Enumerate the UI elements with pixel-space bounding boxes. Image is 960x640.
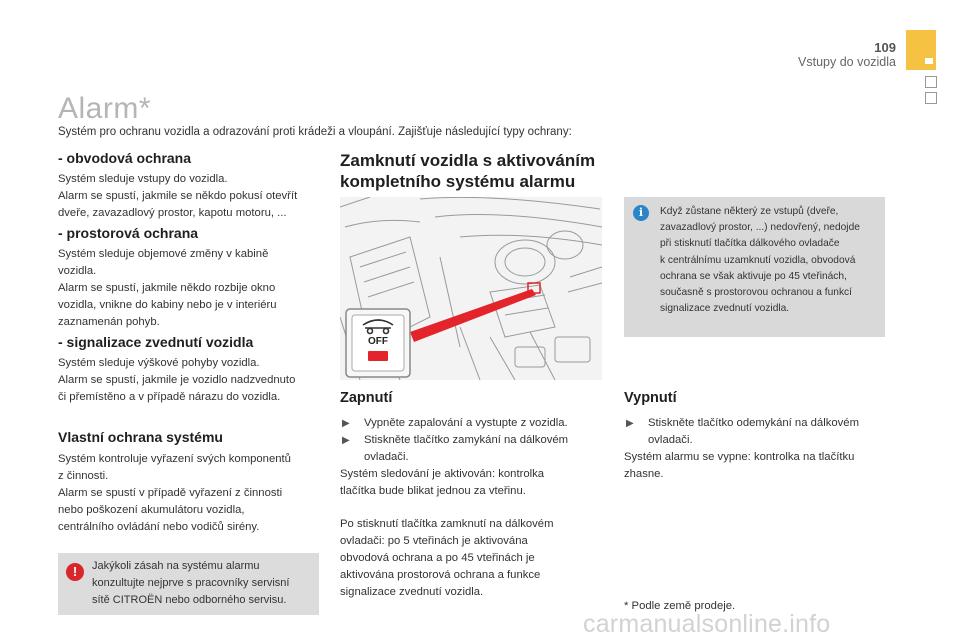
page-number: 109 <box>874 40 896 55</box>
text-line: centrálního ovládání nebo vodičů sirény. <box>58 521 260 533</box>
text-line: Alarm se spustí, jakmile někdo rozbije okno <box>58 282 276 294</box>
text-line: či přemístěno a v případě nárazu do vozidla. <box>58 391 281 403</box>
text-line: ochrana se však aktivuje po 45 vteřinách, <box>660 270 847 282</box>
text-line: Systém sleduje objemové změny v kabině <box>58 248 269 260</box>
text-perimeter <box>58 171 318 222</box>
text-line: Když zůstane některý ze vstupů (dveře, <box>660 206 839 217</box>
info-icon: i <box>633 205 649 221</box>
tab-marker <box>925 58 933 64</box>
text-line: nebo poškození akumulátoru vozidla, <box>58 504 245 516</box>
text-tilt <box>58 355 318 406</box>
text-line: aktivována prostorová ochrana a funkce <box>340 569 541 581</box>
warning-box <box>58 553 319 615</box>
text-line: Systém sleduje výškové pohyby vozidla. <box>58 357 260 369</box>
footnote: * Podle země prodeje. <box>624 600 736 612</box>
section-perimeter <box>58 150 318 222</box>
list-item <box>340 432 610 466</box>
pointer-arrow <box>410 289 536 342</box>
text-line: sítě CITROËN nebo odborného servisu. <box>92 594 287 606</box>
list-item <box>624 415 894 449</box>
section-deactivation <box>624 390 894 483</box>
heading-line: kompletního systému alarmu <box>340 172 576 191</box>
watermark-text[interactable]: carmanualsonline.info <box>583 610 831 638</box>
text-line: Alarm se spustí v případě vyřazení z činnosti <box>58 487 283 499</box>
text-line: signalizace zvednutí vozidla. <box>340 586 484 598</box>
text-volumetric <box>58 246 318 331</box>
chapter-tab-2[interactable] <box>925 76 937 88</box>
text-line: Systém sleduje vstupy do vozidla. <box>58 173 228 185</box>
text-line: k centrálnímu uzamknutí vozidla, obvodová <box>660 254 856 266</box>
list-item <box>340 415 610 432</box>
heading-lock-full-alarm <box>340 150 610 192</box>
bullet-icon: ▶ <box>342 435 350 446</box>
heading-deactivation: Vypnutí <box>624 390 677 406</box>
text-line: vozidla, vnikne do kabiny nebo je v interiéru <box>58 299 277 311</box>
text-line: Systém sledování je aktivován: kontrolka <box>340 468 545 480</box>
text-line: Systém alarmu se vypne: kontrolka na tlačítku <box>624 451 855 463</box>
text-line: při stisknutí tlačítka dálkového ovladače <box>660 238 840 250</box>
text-activation-status <box>340 466 610 500</box>
info-box <box>624 197 885 337</box>
text-line: vozidla. <box>58 265 97 277</box>
heading-self-protection: Vlastní ochrana systému <box>58 429 223 445</box>
text-line: Systém kontroluje vyřazení svých komponentů <box>58 453 291 465</box>
section-volumetric <box>58 225 318 331</box>
section-activation <box>340 390 610 601</box>
text-line: zavazadlový prostor, ...) nedovřený, nedojde <box>660 222 860 234</box>
heading-line: Zamknutí vozidla s aktivováním <box>340 151 596 170</box>
heading-activation: Zapnutí <box>340 390 393 406</box>
chapter-tab-active[interactable] <box>906 30 936 70</box>
text-line: Alarm se spustí, jakmile se někdo pokusí otevřít <box>58 190 298 202</box>
text-line: Stiskněte tlačítko odemykání na dálkovém <box>648 417 859 429</box>
text-line: Po stisknutí tlačítka zamknutí na dálkovém <box>340 518 554 530</box>
bullet-icon: ▶ <box>626 418 634 429</box>
text-line: z činnosti. <box>58 470 109 482</box>
text-line: tlačítka bude blikat jednou za vteřinu. <box>340 485 526 497</box>
text-line: ovladači: po 5 vteřinách je aktivována <box>340 535 528 547</box>
text-line: Jakýkoli zásah na systému alarmu <box>92 560 260 572</box>
text-line: Stiskněte tlačítko zamykání na dálkovém <box>364 434 569 446</box>
intro-text: Systém pro ochranu vozidla a odrazování proti krádeži a vloupání. Zajišťuje následující typy ochrany: <box>58 126 572 138</box>
page-title: Alarm* <box>58 92 152 125</box>
text-self-protection <box>58 451 318 536</box>
text-line: Alarm se spustí, jakmile je vozidlo nadzvednuto <box>58 374 296 386</box>
heading-perimeter: - obvodová ochrana <box>58 150 192 166</box>
text-line: Vypněte zapalování a vystupte z vozidla. <box>364 417 568 429</box>
section-title: Vstupy do vozidla <box>798 55 896 69</box>
text-activation-timing <box>340 516 610 601</box>
section-tilt <box>58 334 318 406</box>
heading-volumetric: - prostorová ochrana <box>58 225 199 241</box>
text-line: zhasne. <box>624 468 664 480</box>
dashboard-illustration <box>340 197 602 380</box>
heading-tilt: - signalizace zvednutí vozidla <box>58 334 254 350</box>
text-deactivation-status <box>624 449 894 483</box>
text-line: ovladači. <box>648 434 693 446</box>
chapter-tab-3[interactable] <box>925 92 937 104</box>
text-line: dveře, zavazadlový prostor, kapotu motoru, ... <box>58 207 287 219</box>
section-self-protection <box>58 429 318 536</box>
text-line: konzultujte nejprve s pracovníky servisní <box>92 577 290 589</box>
led-indicator <box>368 351 388 361</box>
text-line: obvodová ochrana a po 45 vteřinách je <box>340 552 535 564</box>
text-line: ovladači. <box>364 451 409 463</box>
text-line: zaznamenán pohyb. <box>58 316 160 328</box>
text-line: signalizace zvednutí vozidla. <box>660 303 790 315</box>
dashboard-drawing <box>340 197 602 380</box>
bullet-icon: ▶ <box>342 418 350 429</box>
off-button-label: OFF <box>368 336 388 347</box>
warning-icon: ! <box>66 563 84 581</box>
text-line: současně s prostorovou ochranou a funkcí <box>660 287 852 299</box>
